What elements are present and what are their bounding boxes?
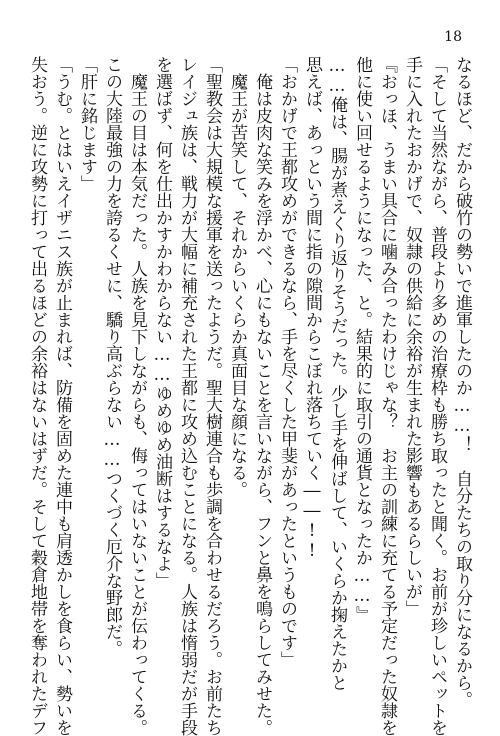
text-line: を選ばず、何を仕出かすかわからない……ゆめゆめ油断はするなよ」 [152,56,172,589]
text-line: 「うむ。とはいえイザニス族が止まれば、防備を固めた連中も肩透かしを食らい、勢いを [52,56,72,736]
text-line: 『おっほ、うまい具合に噛み合ったわけじゃな？ お主の訓練に充てる予定だった奴隷を [377,56,397,736]
vertical-text-block [27,56,472,736]
text-line: 魔王の目は本気だった。人族を見下しながらも、侮ってはいないことが伝わってくる。 [127,56,147,736]
text-line: 手に入れたおかげで、奴隷の供給に余裕が生まれた影響もあるらしいが」 [402,56,422,617]
text-line: 「肝に銘じます」 [77,56,97,192]
text-line: 魔王が苦笑して、それからいくらか真面目な顔になる。 [227,56,247,498]
text-line: ……俺は、腸が煮えくり返りそうだった。少し手を伸ばして、いくらか掬えたかと [327,56,347,691]
text-line: 俺は皮肉な笑みを浮かべ、心にもないことを言いながら、フンと鼻を鳴らしてみせた。 [252,56,272,736]
text-line: 失おう。逆に攻勢に打って出るほどの余裕はないはずだ。そして穀倉地帯を奪われたデフ [27,56,47,736]
text-line: レイジュ族は、戦力が大幅に補充された王都に攻め込むことになる。人族は惰弱だが手段 [177,56,197,736]
text-line: 「そして当然ながら、普段より多めの治療枠も勝ち取ったと聞く。お前が珍しいペットを [427,56,447,736]
text-line: 他に使い回せるようになった、と。結果的に取引の通貨となったか……』 [352,56,372,623]
text-line: この大陸最強の力を誇るくせに、驕り高ぶらない……つくづく厄介な野郎だ。 [102,56,122,657]
text-line: 「聖教会は大規模な援軍を送ったようだ。聖大樹連合も歩調を合わせるだろう。お前たち [202,56,222,736]
text-line: 思えば、あっという間に指の隙間からこぼれ落ちていく――!! [302,56,322,561]
page-number: 18 [444,29,462,45]
text-line: なるほど、だから破竹の勢いで進軍したのか……！ 自分たちの取り分になるから。 [452,56,472,708]
text-line: 「おかげで王都攻めができるなら、手を尽くした甲斐があったというものです」 [277,56,297,668]
